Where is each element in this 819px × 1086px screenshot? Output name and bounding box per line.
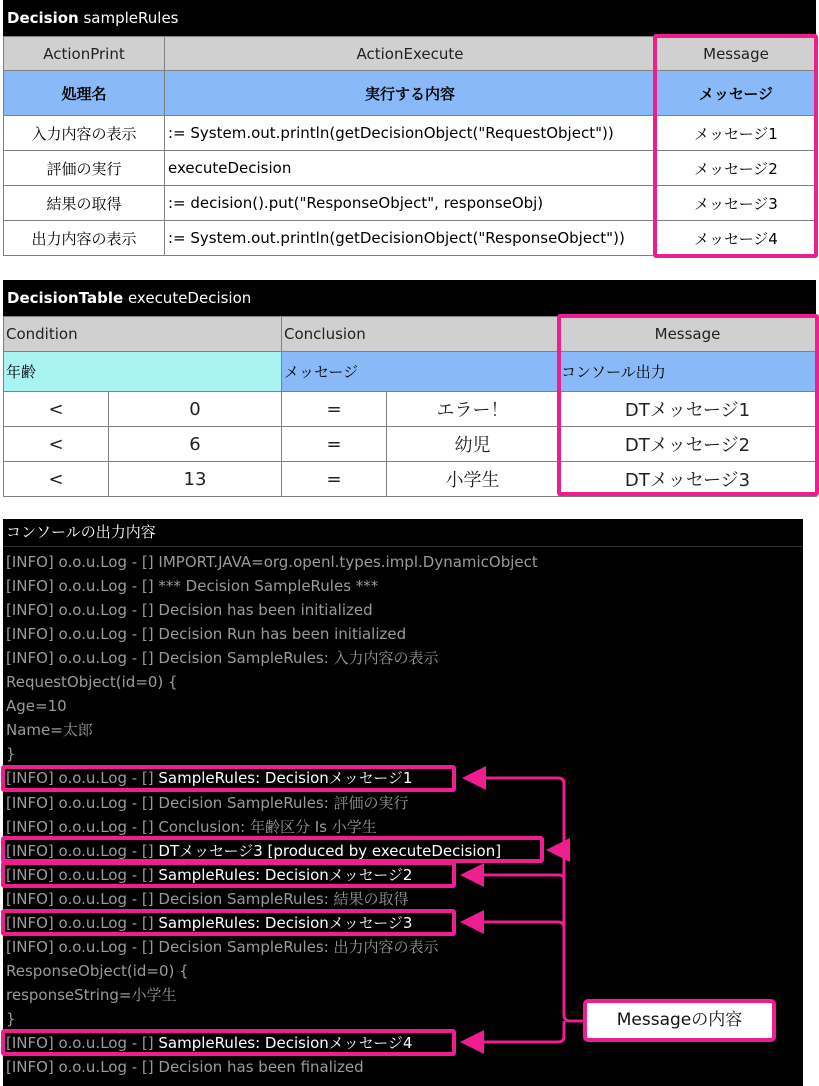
cell-age: 0 [109, 392, 282, 427]
subheader-age: 年齢 [4, 352, 282, 392]
console-line: ResponseObject(id=0) { [6, 962, 189, 980]
cell-execute: := System.out.println(getDecisionObject("RequestObject")) [165, 116, 656, 151]
cell-result: エラー！ [387, 392, 559, 427]
cell-operator: < [4, 427, 109, 462]
cell-execute: := decision().put("ResponseObject", responseObj) [165, 186, 656, 221]
console-line: [INFO] o.o.u.Log - [] Decision SampleRules: 評価の実行 [6, 794, 409, 812]
cell-message: メッセージ2 [656, 151, 817, 186]
console-line-message: SampleRules: Decisionメッセージ3 [158, 914, 413, 932]
console-line-message: SampleRules: Decisionメッセージ1 [158, 769, 413, 787]
console-line-prefix: [INFO] o.o.u.Log - [] [6, 769, 159, 787]
console-line-message: SampleRules: Decisionメッセージ4 [158, 1034, 413, 1052]
cell-message: メッセージ3 [656, 186, 817, 221]
dt-title-bold: DecisionTable [7, 289, 124, 307]
console-line: [INFO] o.o.u.Log - [] Conclusion: 年齢区分 Is 小学生 [6, 818, 377, 836]
console-line: Age=10 [6, 697, 67, 715]
log-highlight-message3 [1, 909, 456, 936]
cell-message: メッセージ4 [656, 221, 817, 256]
console-line-prefix: [INFO] o.o.u.Log - [] [6, 842, 159, 860]
cell-message: メッセージ1 [656, 116, 817, 151]
subheader-process-name: 処理名 [4, 71, 165, 116]
console-line: } [6, 1010, 16, 1028]
cell-process: 入力内容の表示 [4, 116, 165, 151]
log-highlight-message1 [1, 765, 456, 792]
subheader-message: メッセージ [656, 71, 817, 116]
console-line: [INFO] o.o.u.Log - [] Decision has been initialized [6, 601, 373, 619]
console-line-message: SampleRules: Decisionメッセージ2 [158, 866, 413, 884]
console-title: コンソールの出力内容 [3, 519, 803, 547]
console-line: [INFO] o.o.u.Log - [] Decision SampleRules: 入力内容の表示 [6, 649, 439, 667]
log-highlight-dt-message3 [1, 836, 544, 863]
cell-message: DTメッセージ3 [559, 462, 817, 497]
subheader-message: メッセージ [282, 352, 559, 392]
decision-table-title [3, 0, 816, 36]
cell-result: 小学生 [387, 462, 559, 497]
dt-message-column-highlight [557, 314, 819, 496]
header-actionexecute: ActionExecute [165, 37, 656, 71]
decision-title-name: sampleRules [78, 9, 179, 27]
console-line: Name=太郎 [6, 721, 93, 739]
log-highlight-message2 [1, 861, 456, 888]
console-line: [INFO] o.o.u.Log - [] Decision SampleRules: 結果の取得 [6, 890, 409, 908]
cell-age: 6 [109, 427, 282, 462]
subheader-console-output: コンソール出力 [559, 352, 817, 392]
header-conclusion: Conclusion [282, 317, 559, 352]
cell-equals: = [282, 462, 387, 497]
dt-table-title [3, 280, 816, 316]
cell-operator: < [4, 462, 109, 497]
console-line-message: DTメッセージ3 [produced by executeDecision] [158, 842, 502, 860]
header-actionprint: ActionPrint [4, 37, 165, 71]
cell-equals: = [282, 427, 387, 462]
cell-age: 13 [109, 462, 282, 497]
console-line: RequestObject(id=0) { [6, 673, 178, 691]
console-line-prefix: [INFO] o.o.u.Log - [] [6, 1034, 159, 1052]
console-line: responseString=小学生 [6, 986, 177, 1004]
dt-title-name: executeDecision [123, 289, 252, 307]
subheader-execute-content: 実行する内容 [165, 71, 656, 116]
console-line: } [6, 745, 16, 763]
cell-process: 結果の取得 [4, 186, 165, 221]
cell-message: DTメッセージ2 [559, 427, 817, 462]
cell-result: 幼児 [387, 427, 559, 462]
cell-process: 出力内容の表示 [4, 221, 165, 256]
decision-title-bold: Decision [7, 9, 79, 27]
console-line: [INFO] o.o.u.Log - [] Decision SampleRules: 出力内容の表示 [6, 938, 439, 956]
cell-equals: = [282, 392, 387, 427]
header-condition: Condition [4, 317, 282, 352]
cell-execute: executeDecision [165, 151, 656, 186]
header-message: Message [656, 37, 817, 71]
console-line: [INFO] o.o.u.Log - [] Decision has been finalized [6, 1058, 364, 1076]
console-line: [INFO] o.o.u.Log - [] *** Decision SampleRules *** [6, 577, 379, 595]
cell-execute: := System.out.println(getDecisionObject("ResponseObject")) [165, 221, 656, 256]
log-highlight-message4 [1, 1029, 456, 1056]
message-content-callout: Messageの内容 [583, 999, 776, 1042]
cell-message: DTメッセージ1 [559, 392, 817, 427]
cell-process: 評価の実行 [4, 151, 165, 186]
console-line-prefix: [INFO] o.o.u.Log - [] [6, 914, 159, 932]
console-line: [INFO] o.o.u.Log - [] Decision Run has been initialized [6, 625, 407, 643]
header-message: Message [559, 317, 817, 352]
cell-operator: < [4, 392, 109, 427]
console-line: [INFO] o.o.u.Log - [] IMPORT.JAVA=org.openl.types.impl.DynamicObject [6, 553, 538, 571]
message-column-highlight [653, 34, 818, 258]
console-line-prefix: [INFO] o.o.u.Log - [] [6, 866, 159, 884]
